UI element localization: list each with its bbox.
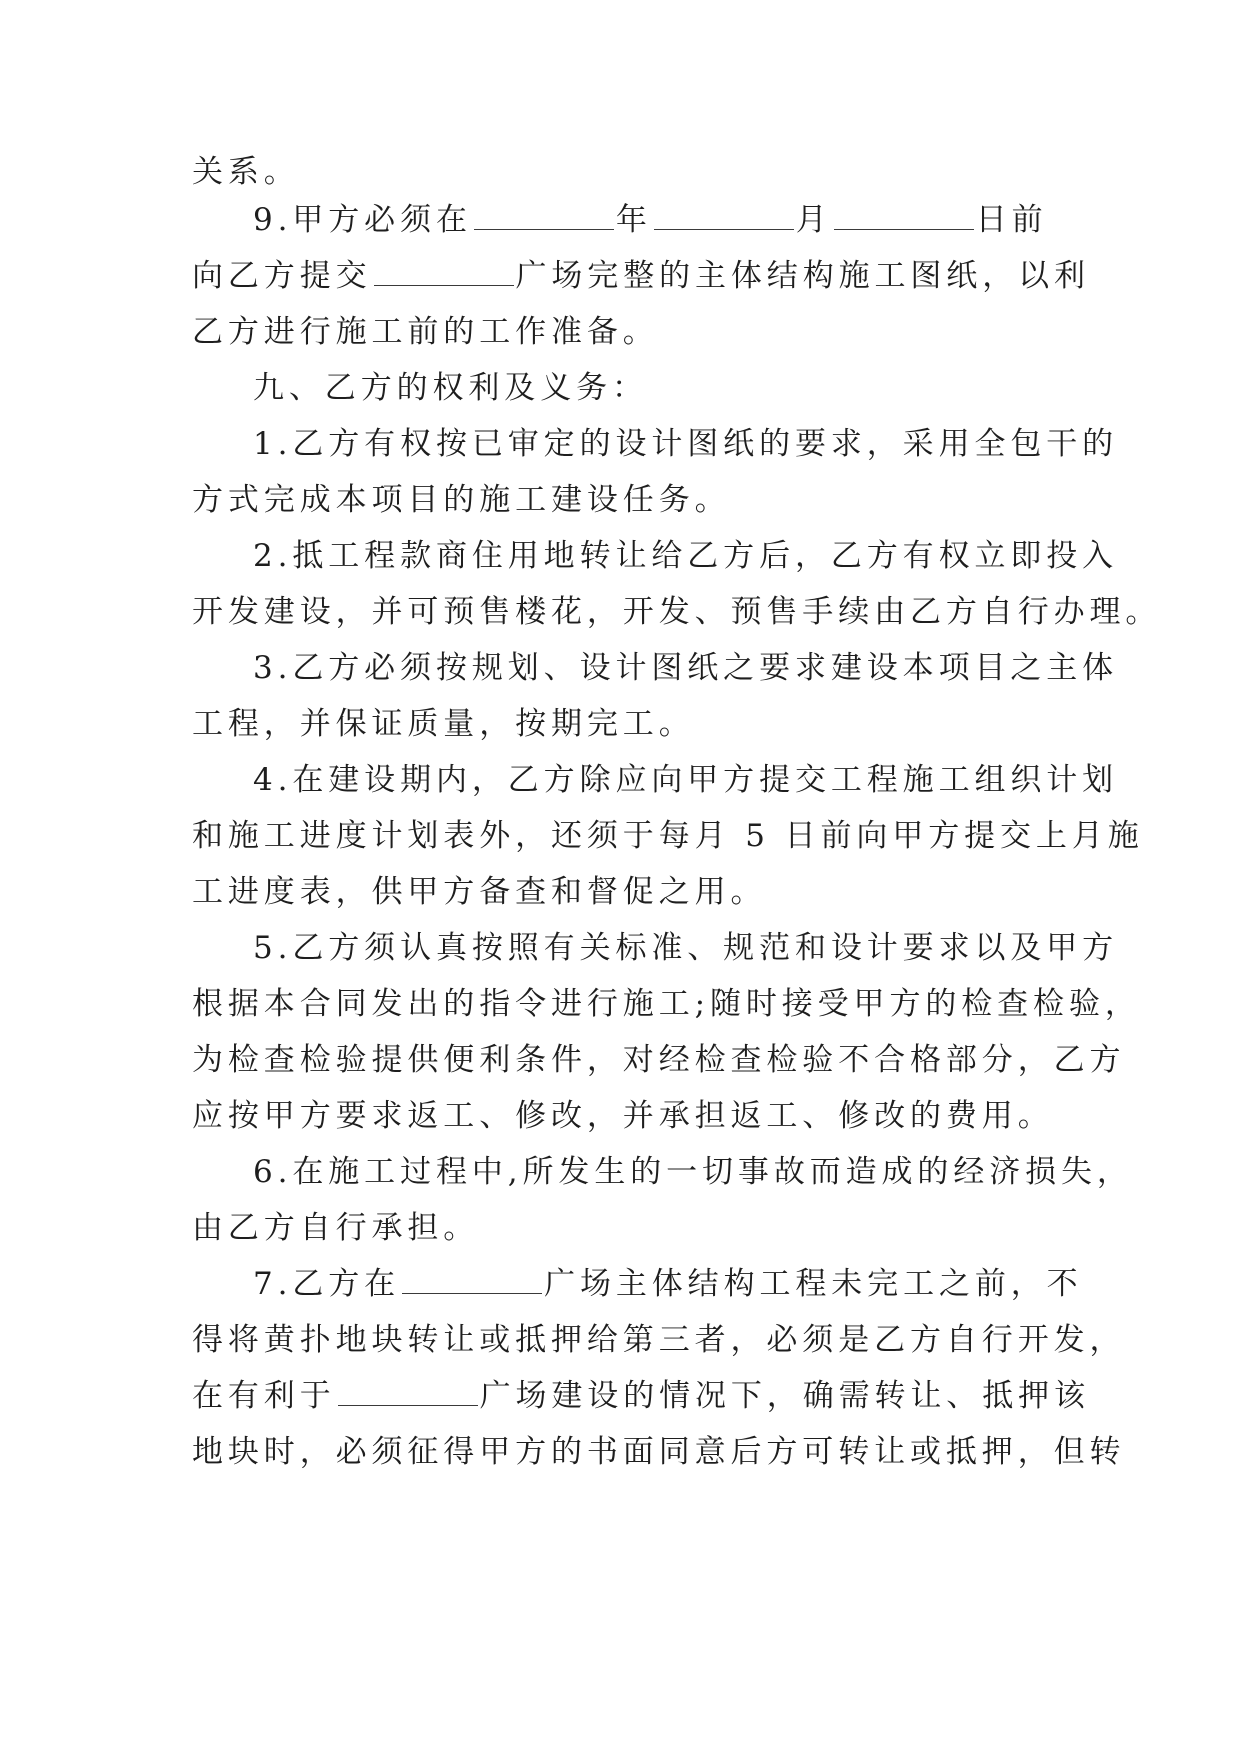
text-line: 开发建设，并可预售楼花，开发、预售手续由乙方自行办理。	[192, 594, 1162, 630]
fill-in-blank	[338, 1379, 478, 1406]
text-line: 工程，并保证质量，按期完工。	[192, 706, 695, 742]
text-line: 为检查检验提供便利条件，对经检查检验不合格部分，乙方	[192, 1042, 1126, 1078]
text-line: 根据本合同发出的指令进行施工;随时接受甲方的检查检验，	[192, 986, 1141, 1022]
text-line: 关系。	[192, 154, 300, 190]
fill-in-blank	[474, 203, 614, 230]
section-heading: 九、乙方的权利及义务：	[253, 370, 648, 406]
fill-in-blank	[834, 203, 974, 230]
text-line: 1.乙方有权按已审定的设计图纸的要求，采用全包干的	[253, 426, 1119, 462]
text-line: 4.在建设期内，乙方除应向甲方提交工程施工组织计划	[253, 762, 1119, 798]
text-line: 应按甲方要求返工、修改，并承担返工、修改的费用。	[192, 1098, 1054, 1134]
fill-in-blank	[374, 259, 514, 286]
text-line: 5.乙方须认真按照有关标准、规范和设计要求以及甲方	[253, 930, 1119, 966]
text-line: 3.乙方必须按规划、设计图纸之要求建设本项目之主体	[253, 650, 1119, 686]
text-line: 地块时，必须征得甲方的书面同意后方可转让或抵押，但转	[192, 1434, 1126, 1470]
text-line: 方式完成本项目的施工建设任务。	[192, 482, 731, 518]
fill-in-blank	[402, 1267, 542, 1294]
text-line: 工进度表，供甲方备查和督促之用。	[192, 874, 767, 910]
text-line: 2.抵工程款商住用地转让给乙方后，乙方有权立即投入	[253, 538, 1119, 574]
text-line: 向乙方提交 广场完整的主体结构施工图纸，以利	[192, 258, 1090, 294]
fill-in-blank	[654, 203, 794, 230]
text-line: 和施工进度计划表外，还须于每月 5 日前向甲方提交上月施	[192, 818, 1144, 854]
text-line: 在有利于 广场建设的情况下，确需转让、抵押该	[192, 1378, 1090, 1414]
text-line: 由乙方自行承担。	[192, 1210, 480, 1246]
text-line: 7.乙方在 广场主体结构工程未完工之前，不	[253, 1266, 1083, 1302]
text-line: 得将黄扑地块转让或抵押给第三者，必须是乙方自行开发，	[192, 1322, 1126, 1358]
text-line: 乙方进行施工前的工作准备。	[192, 314, 659, 350]
text-line: 6.在施工过程中,所发生的一切事故而造成的经济损失，	[253, 1154, 1133, 1190]
text-line: 9.甲方必须在 年 月 日前	[253, 202, 1048, 238]
